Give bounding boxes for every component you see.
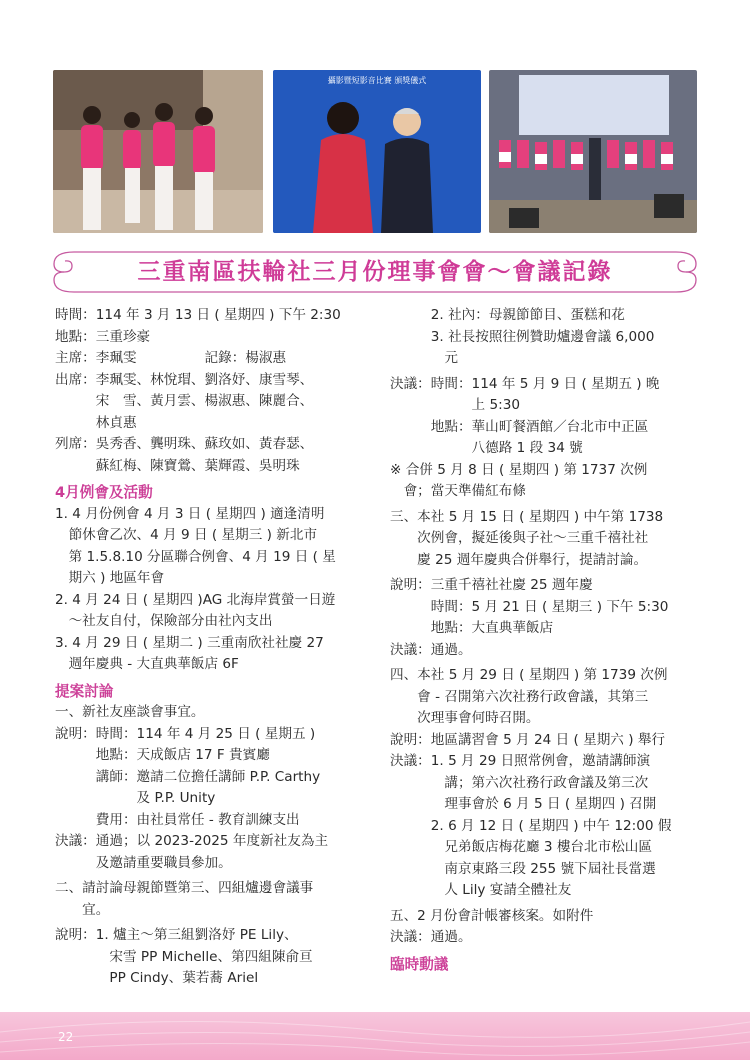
right-line: 會；當天準備紅布條 [390,483,526,499]
right-line: 元 [390,350,458,366]
right-line: 兄弟飯店梅花廳 3 樓台北市松山區 [390,839,652,855]
proposal-line: 講師：邀請二位擔任講師 P.P. Carthy [55,768,321,785]
banner-text: 攝影暨短影音比賽 頒獎儀式 [327,76,427,85]
proposal-line: 地點：天成飯店 17 F 貴賓廳 [55,747,270,763]
right-column [390,305,702,975]
right-line: 南京東路三段 255 號下屆社長當選 [390,860,656,877]
page-title: 三重南區扶輪社三月份理事會會～會議記錄 [137,259,613,285]
right-line: 慶 25 週年慶典合併舉行，提請討論。 [390,551,648,568]
april-item: 第 1.5.8.10 分區聯合例會、4 月 19 日 ( 星 [55,548,336,565]
proposal-line: 宜。 [55,901,110,918]
april-item: 3. 4 月 29 日 ( 星期二 ) 三重南欣社社慶 27 [55,634,324,651]
right-line: 五、2 月份會計帳審核案。如附件 [390,907,594,924]
photo-certificates [489,70,697,233]
right-line: 決議：通過。 [390,929,472,945]
proposal-line: 及邀請重要職員參加。 [55,854,232,871]
right-line: 地點：華山町餐酒館／台北市中正區 [390,418,649,435]
photo-strip [53,70,697,233]
right-line: 次理事會何時召開。 [390,710,540,726]
right-line: 說明：地區講習會 5 月 24 日 ( 星期六 ) 舉行 [390,731,666,748]
april-item: 節休會乙次、4 月 9 日 ( 星期三 ) 新北市 [55,527,318,543]
right-line: 上 5:30 [390,397,521,413]
right-line: 2. 6 月 12 日 ( 星期四 ) 中午 12:00 假 [390,817,672,834]
right-line: 四、本社 5 月 29 日 ( 星期四 ) 第 1739 次例 [390,667,668,683]
attendees-line: 出席：李珮雯、林悅瑁、劉洛妤、康雪琴、 [55,371,314,388]
proposal-line: 說明：1. 爐主～第三組劉洛妤 PE Lily、 [55,927,298,943]
right-line: 地點：大直典華飯店 [390,620,554,636]
right-line: 三、本社 5 月 15 日 ( 星期四 ) 中午第 1738 [390,508,664,525]
attendees-line: 林貞惠 [55,414,137,431]
april-item: 1. 4 月份例會 4 月 3 日 ( 星期四 ) 適逢清明 [55,505,325,522]
proposal-line: 二、請討論母親節暨第三、四組爐邊會議事 [55,880,314,896]
section-heading-proposals: 提案討論 [55,682,114,700]
right-line: 會 - 召開第六次社務行政會議，其第三 [390,688,649,705]
right-line: 說明：三重千禧社社慶 25 週年慶 [390,577,593,593]
meeting-time: 時間：114 年 3 月 13 日 ( 星期四 ) 下午 2:30 [55,307,341,323]
right-line: 八德路 1 段 34 號 [390,440,583,456]
right-line: 3. 社長按照往例贊助爐邊會議 6,000 [390,328,655,345]
proposal-line: 說明：時間：114 年 4 月 25 日 ( 星期五 ) [55,725,316,742]
april-item: 期六 ) 地區年會 [55,570,165,586]
right-line: 理事會於 6 月 5 日 ( 星期四 ) 召開 [390,796,657,812]
chair-and-recorder: 主席：李珮雯 記錄：楊淑惠 [55,350,287,366]
proposal-line: 一、新社友座談會事宜。 [55,704,205,720]
observers-line: 蘇紅梅、陳寶鶯、葉輝霞、吳明珠 [55,457,300,474]
april-item: 2. 4 月 24 日 ( 星期四 )AG 北海岸賞螢一日遊 [55,591,336,608]
april-item: ～社友自付，保險部分由社內支出 [55,613,273,629]
proposal-line: 決議：通過；以 2023-2025 年度新社友為主 [55,833,329,849]
april-item: 週年慶典 - 大直典華飯店 6F [55,656,239,672]
right-line: 決議：1. 5 月 29 日照常例會，邀請講師演 [390,753,651,769]
right-line: ※ 合併 5 月 8 日 ( 星期四 ) 第 1737 次例 [390,461,648,478]
right-line: 決議：通過。 [390,641,472,658]
right-line: 決議：時間：114 年 5 月 9 日 ( 星期五 ) 晚 [390,375,660,392]
left-column [55,305,365,990]
right-line: 時間：5 月 21 日 ( 星期三 ) 下午 5:30 [390,598,669,615]
right-line: 講；第六次社務行政會議及第三次 [390,774,649,791]
meeting-location: 地點：三重珍豪 [55,328,151,345]
title-frame [52,246,698,298]
observers-line: 列席：吳秀香、龔明珠、蘇玫如、黃春瑟、 [55,436,314,452]
proposal-line: 宋雪 PP Michelle、第四組陳俞亘 [55,948,313,965]
attendees-line: 宋 雪、黃月雲、楊淑惠、陳麗合、 [55,393,314,409]
footer-pattern [0,1012,750,1060]
right-line: 次例會，擬延後與子社～三重千禧社社 [390,530,649,546]
section-heading-april: 4月例會及活動 [55,484,153,501]
page-number: 22 [58,1030,74,1044]
photo-group-members [53,70,263,233]
right-line: 2. 社內：母親節節目、蛋糕和花 [390,307,625,323]
right-line: 人 Lily 宴請全體社友 [390,882,572,898]
proposal-line: PP Cindy、葉若蕎 Ariel [55,970,259,986]
proposal-line: 費用：由社員常任 - 教育訓練支出 [55,811,300,828]
proposal-line: 及 P.P. Unity [55,790,216,806]
photo-award-ceremony [273,70,481,233]
section-heading-extempore: 臨時動議 [390,955,449,973]
